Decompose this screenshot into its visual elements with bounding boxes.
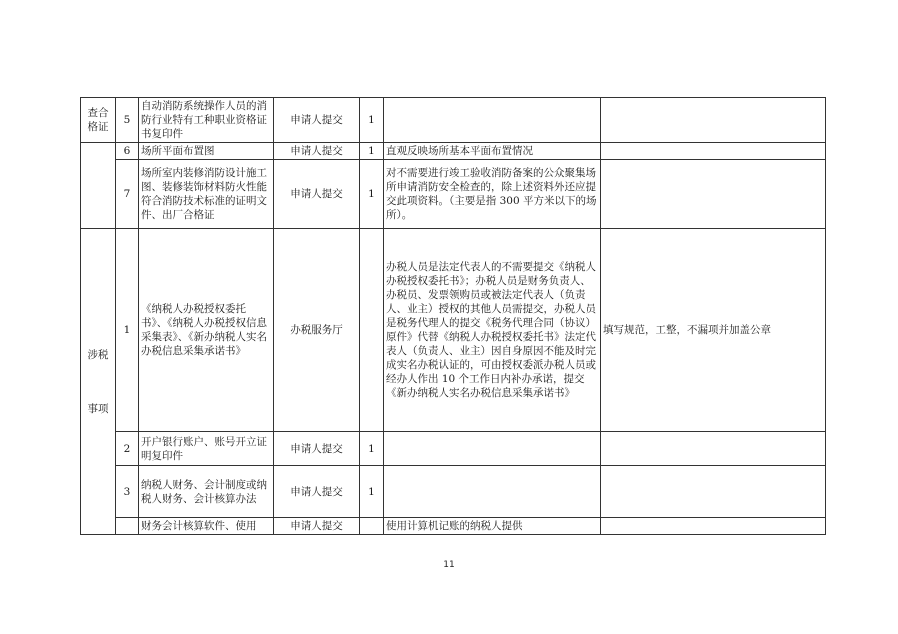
material-name: 场所平面布置图 [139,143,274,160]
copy-count: 1 [360,160,384,229]
material-requirement [601,466,826,518]
material-note: 使用计算机记账的纳税人提供 [384,518,601,535]
material-requirement [601,143,826,160]
material-source: 申请人提交 [274,160,360,229]
copy-count: 1 [360,143,384,160]
category-label: 格证 [87,121,109,133]
material-note: 直观反映场所基本平面布置情况 [384,143,601,160]
category-label: 涉税 [87,348,109,361]
material-note [384,98,601,143]
material-requirement [601,518,826,535]
table-row [81,160,826,229]
category-cell-empty [81,143,116,229]
material-source: 申请人提交 [274,466,360,518]
category-cell [81,229,116,535]
material-source: 申请人提交 [274,143,360,160]
category-cell [81,98,116,143]
material-source: 办税服务厅 [274,229,360,432]
category-label: 查合 [87,107,109,119]
material-source: 申请人提交 [274,98,360,143]
material-source: 申请人提交 [274,432,360,466]
material-note: 办税人员是法定代表人的不需要提交《纳税人办税授权委托书》；办税人员是财务负责人、办税员、发票领购员或被法定代表人（负责人、业主）授权的其他人员需提交，办税人员是税务代理人的提交《税务代理合同（协议）原件》代替《纳税人办税授权委托书》法定代表人（负责人、业主）因自身原因不能及时完成实名办税认证的，可由授权委派办税人员或经办人作出 10 个工作日内补办承诺，提交《新办纳税人实名办税信息采集承诺书》 [384,229,601,432]
material-name: 场所室内装修消防设计施工图、装修装饰材料防火性能符合消防技术标准的证明文件、出厂合格证 [139,160,274,229]
table-row [81,143,826,160]
copy-count: 1 [360,432,384,466]
material-name: 自动消防系统操作人员的消防行业特有工种职业资格证书复印件 [139,98,274,143]
row-number: 1 [116,229,139,432]
material-requirement [601,432,826,466]
table-row [81,98,826,143]
copy-count [360,518,384,535]
page-number: 11 [443,560,455,570]
material-note [384,466,601,518]
table-row [81,229,826,432]
table-row [81,466,826,518]
copy-count: 1 [360,98,384,143]
row-number [116,518,139,535]
row-number: 3 [116,466,139,518]
materials-table [80,97,826,535]
material-name: 财务会计核算软件、使用 [139,518,274,535]
material-source: 申请人提交 [274,518,360,535]
row-number: 5 [116,98,139,143]
category-label: 事项 [87,402,109,415]
table-row [81,432,826,466]
material-requirement [601,160,826,229]
table-row [81,518,826,535]
material-note [384,432,601,466]
material-note: 对不需要进行竣工验收消防备案的公众聚集场所申请消防安全检查的，除上述资料外还应提交此项资料。（主要是指 300 平方米以下的场所）。 [384,160,601,229]
material-requirement: 填写规范，工整，不漏项并加盖公章 [601,229,826,432]
material-name: 《纳税人办税授权委托书》、《纳税人办税授权信息采集表》、《新办纳税人实名办税信息采集承诺书》 [139,229,274,432]
row-number: 6 [116,143,139,160]
row-number: 7 [116,160,139,229]
material-requirement [601,98,826,143]
row-number: 2 [116,432,139,466]
copy-count: 1 [360,466,384,518]
material-name: 开户银行账户、账号开立证明复印件 [139,432,274,466]
copy-count [360,229,384,432]
material-name: 纳税人财务、会计制度或纳税人财务、会计核算办法 [139,466,274,518]
